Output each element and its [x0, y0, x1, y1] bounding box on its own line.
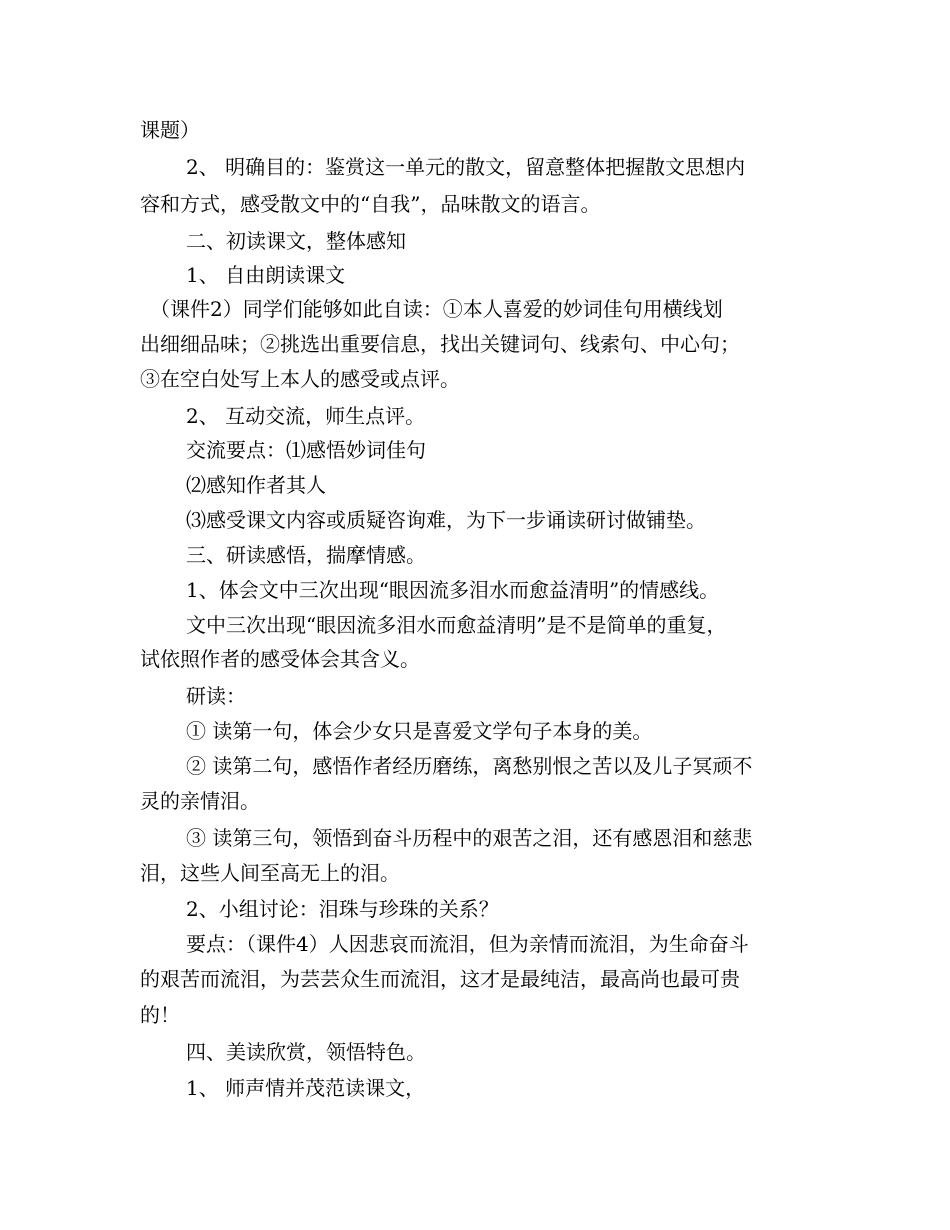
text-line: 研读： [186, 684, 246, 708]
text-line: 的！ [140, 1003, 180, 1027]
text-line: 要点：（课件4）人因悲哀而流泪，但为亲情而流泪，为生命奋斗 [186, 932, 749, 956]
text-line: 试依照作者的感受体会其含义。 [140, 647, 420, 671]
text-line: ① 读第一句，体会少女只是喜爱文学句子本身的美。 [186, 719, 653, 743]
text-line: 泪，这些人间至高无上的泪。 [140, 861, 400, 885]
section-heading: 四、美读欣赏，领悟特色。 [186, 1040, 426, 1064]
text-line: 的艰苦而流泪，为芸芸众生而流泪，这才是最纯洁，最高尚也最可贵 [140, 967, 740, 991]
text-line: 1、 师声情并茂范读课文， [186, 1076, 426, 1100]
text-line: 容和方式，感受散文中的“自我”，品味散文的语言。 [140, 192, 601, 216]
text-line: ③ 读第三句，领悟到奋斗历程中的艰苦之泪，还有感恩泪和慈悲 [186, 826, 753, 850]
text-line: ② 读第二句，感悟作者经历磨练，离愁别恨之苦以及儿子冥顽不 [186, 754, 753, 778]
text-line: 交流要点：⑴感悟妙词佳句 [186, 438, 426, 462]
text-line: 1、 自由朗读课文 [186, 263, 346, 287]
text-line: 1、体会文中三次出现“眼因流多泪水而愈益清明”的情感线。 [186, 578, 720, 602]
text-line: 出细细品味；②挑选出重要信息，找出关键词句、线索句、中心句； [140, 332, 740, 356]
text-line: 课题） [140, 118, 200, 142]
text-line: 2、小组讨论：泪珠与珍珠的关系？ [186, 897, 499, 921]
text-line: 2、 明确目的：鉴赏这一单元的散文，留意整体把握散文思想内 [186, 155, 746, 179]
text-line: 文中三次出现“眼因流多泪水而愈益清明”是不是简单的重复， [186, 613, 727, 637]
text-line: ⑶感受课文内容或质疑咨询难，为下一步诵读研讨做铺垫。 [186, 508, 706, 532]
section-heading: 三、研读感悟，揣摩情感。 [186, 543, 426, 567]
text-line: 2、 互动交流，师生点评。 [186, 404, 426, 428]
text-line: 灵的亲情泪。 [140, 789, 260, 813]
text-line: ③在空白处写上本人的感受或点评。 [140, 367, 460, 391]
text-line: ⑵感知作者其人 [186, 473, 326, 497]
section-heading: 二、初读课文，整体感知 [186, 229, 406, 253]
text-line: （课件2）同学们能够如此自读：①本人喜爱的妙词佳句用横线划 [150, 297, 723, 321]
